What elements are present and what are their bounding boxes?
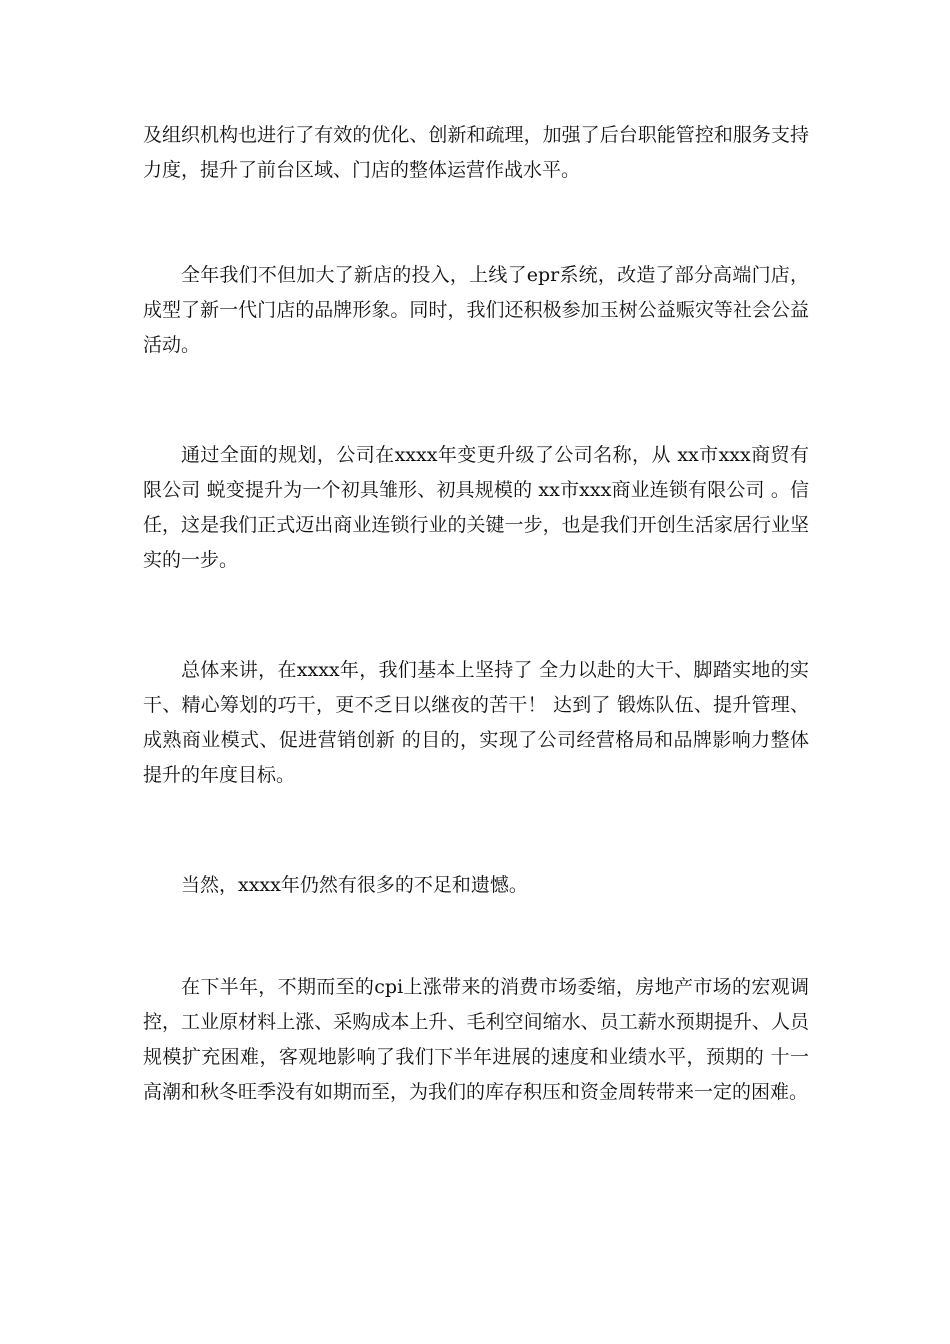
paragraph-annual-summary: 总体来讲，在xxxx年，我们基本上坚持了 全力以赴的大干、脚踏实地的实干、精心筹划的巧干，更不乏日以继夜的苦干！ 达到了 锻炼队伍、提升管理、成熟商业模式、促进营销创新 的目的，实现了公司经营格局和品牌影响力整体提升的年度目标。	[143, 659, 809, 786]
paragraph-org-optimization: 及组织机构也进行了有效的优化、创新和疏理，加强了后台职能管控和服务支持力度，提升了前台区域、门店的整体运营作战水平。	[143, 124, 809, 181]
paragraph-second-half-challenges: 在下半年，不期而至的cpi上涨带来的消费市场委缩，房地产市场的宏观调控，工业原材料上涨、采购成本上升、毛利空间缩水、员工薪水预期提升、人员规模扩充困难，客观地影响了我们下半年进展的速度和业绩水平，预期的 十一 高潮和秋冬旺季没有如期而至，为我们的库存积压和资金周转带来一定的困难。	[143, 976, 809, 1103]
paragraph-company-rename: 通过全面的规划，公司在xxxx年变更升级了公司名称，从 xx市xxx商贸有限公司 蜕变提升为一个初具雏形、初具规模的 xx市xxx商业连锁有限公司 。信任，这是我们正式迈出商业连锁行业的关键一步，也是我们开创生活家居行业坚实的一步。	[143, 444, 809, 571]
paragraph-new-stores: 全年我们不但加大了新店的投入，上线了epr系统，改造了部分高端门店，成型了新一代门店的品牌形象。同时，我们还积极参加玉树公益赈灾等社会公益活动。	[143, 264, 809, 356]
paragraph-shortcomings: 当然，xxxx年仍然有很多的不足和遗憾。	[181, 874, 528, 896]
